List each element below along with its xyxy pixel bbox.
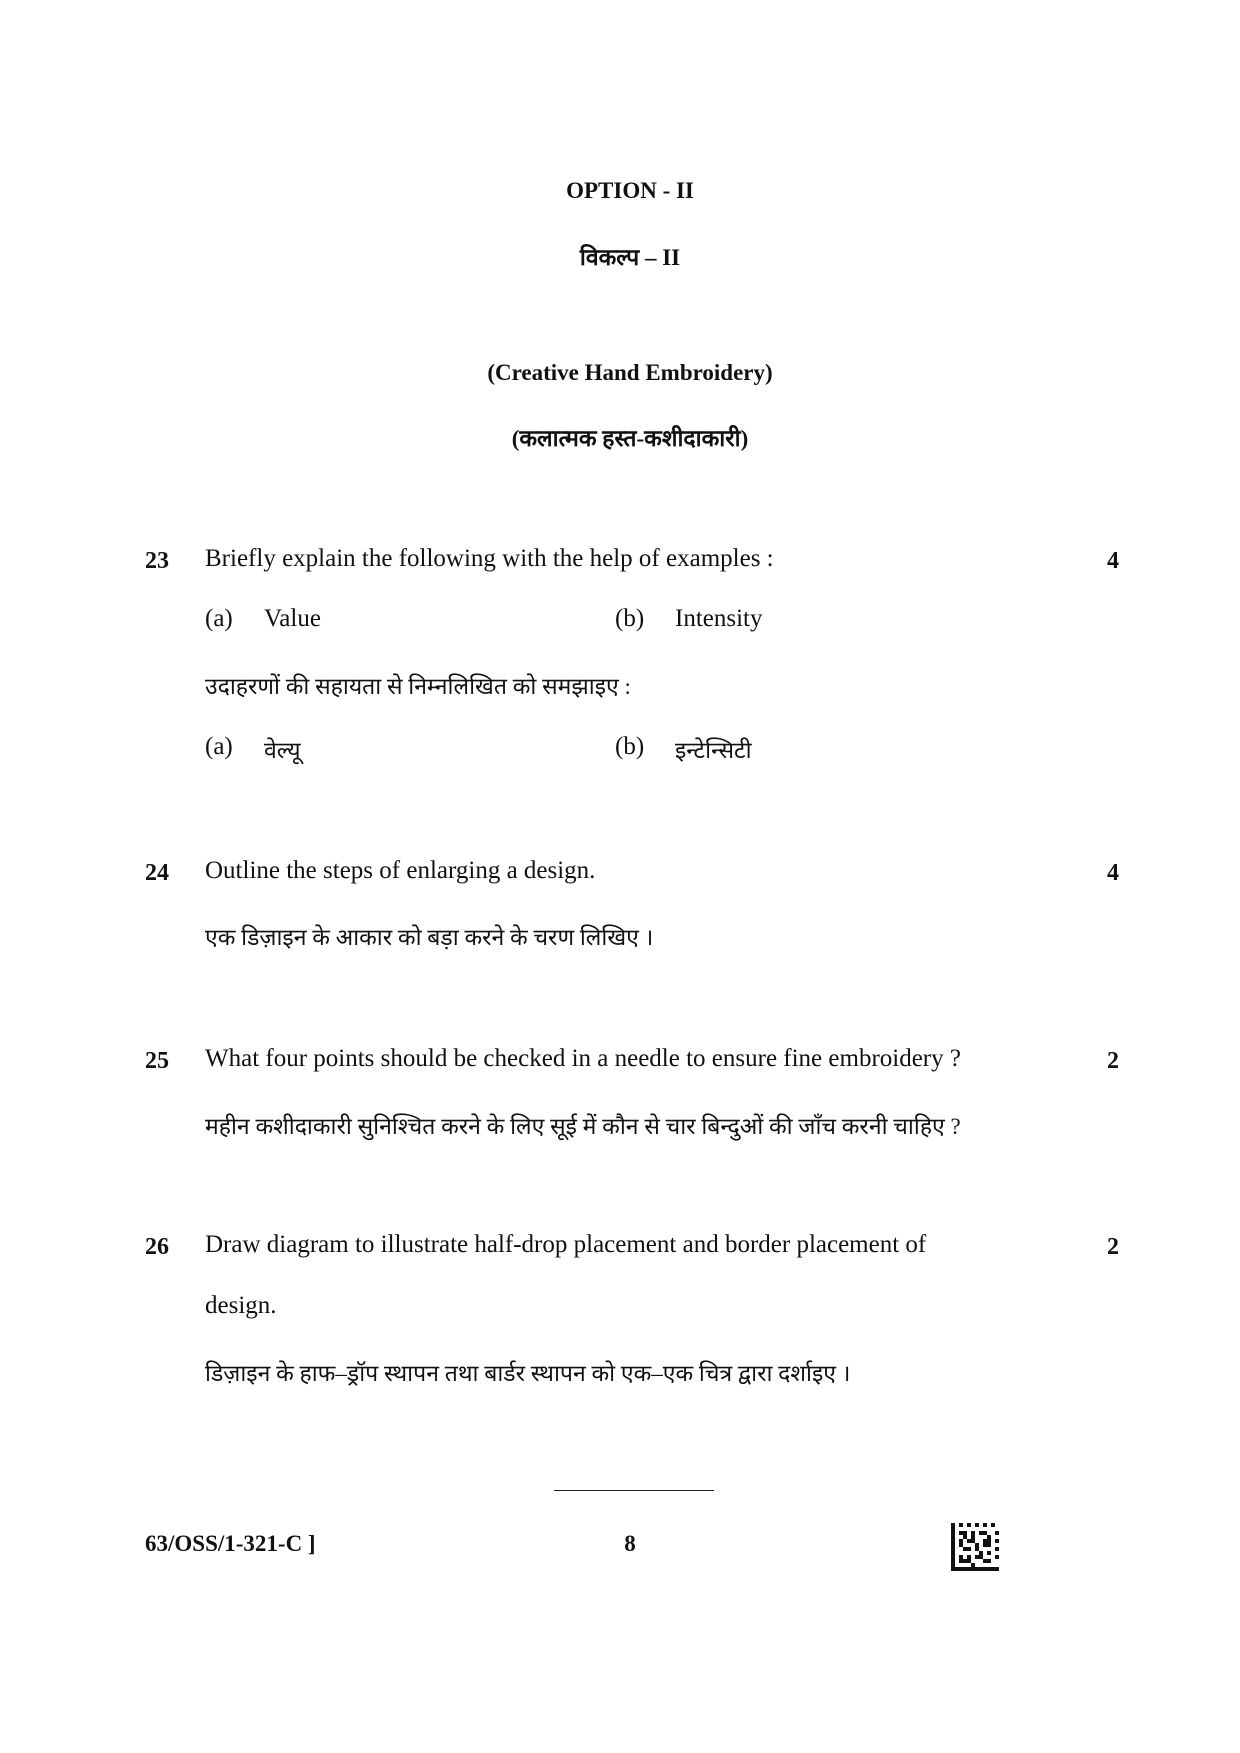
question-marks: 4 <box>1107 548 1119 574</box>
question-text-en: What four points should be checked in a needle to ensure fine embroidery ? <box>205 1045 961 1072</box>
question-number: 25 <box>145 1048 169 1074</box>
question-number: 24 <box>145 860 169 886</box>
option-text: Intensity <box>675 605 763 632</box>
question-text-en: Outline the steps of enlarging a design. <box>205 857 596 884</box>
question-marks: 2 <box>1107 1234 1119 1260</box>
question-text-hi: एक डिज़ाइन के आकार को बड़ा करने के चरण लिखिए । <box>205 925 654 950</box>
option-title-en: OPTION - II <box>566 178 694 203</box>
question-marks: 4 <box>1107 860 1119 886</box>
question-text-hi: डिज़ाइन के हाफ–ड्रॉप स्थापन तथा बार्डर स्थापन को एक–एक चित्र द्वारा दर्शाइए । <box>205 1361 851 1386</box>
subject-title-hi: (कलात्मक हस्त-कशीदाकारी) <box>511 426 749 451</box>
question-number: 23 <box>145 548 169 574</box>
option-label: (b) <box>615 733 645 760</box>
question-text-en: Briefly explain the following with the help of examples : <box>205 545 774 572</box>
question-text-en: Draw diagram to illustrate half-drop placement and border placement of <box>205 1231 927 1258</box>
option-text: Value <box>264 605 321 632</box>
end-divider <box>554 1490 714 1491</box>
subject-title-en: (Creative Hand Embroidery) <box>487 360 773 385</box>
option-label: (a) <box>205 605 233 632</box>
question-text-hi: महीन कशीदाकारी सुनिश्चित करने के लिए सूई में कौन से चार बिन्दुओं की जाँच करनी चाहिए ? <box>205 1114 961 1139</box>
option-label: (a) <box>205 733 233 760</box>
question-number: 26 <box>145 1234 169 1260</box>
qr-code-icon <box>951 1523 999 1571</box>
option-text-hi: इन्टेन्सिटी <box>675 738 752 763</box>
question-text-hi: उदाहरणों की सहायता से निम्नलिखित को समझाइए : <box>205 674 631 699</box>
question-text-en-continued: design. <box>205 1292 277 1319</box>
option-text-hi: वेल्यू <box>264 738 301 763</box>
option-title-hi: विकल्प – II <box>579 245 681 270</box>
page-number: 8 <box>624 1531 636 1556</box>
option-label: (b) <box>615 605 645 632</box>
paper-code: 63/OSS/1-321-C ] <box>145 1531 316 1556</box>
question-marks: 2 <box>1107 1048 1119 1074</box>
